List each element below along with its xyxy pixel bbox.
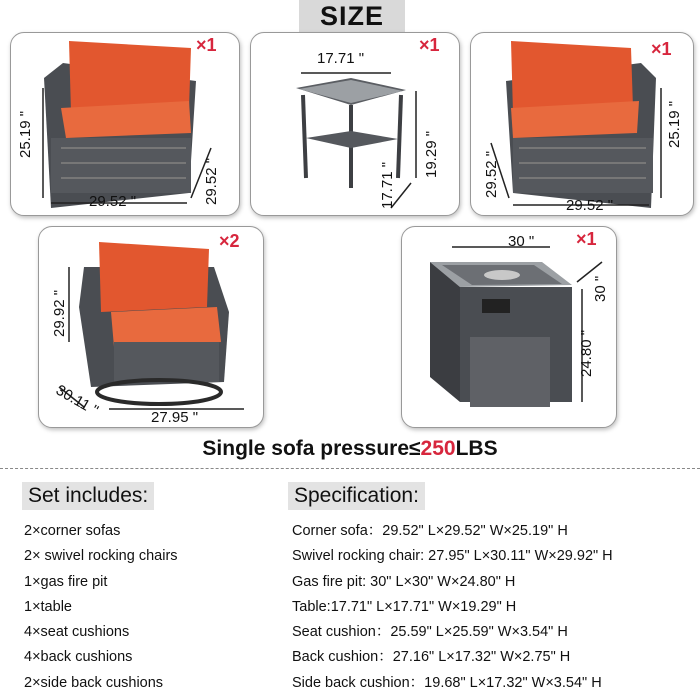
specification-list [292, 520, 613, 697]
dim-height: 29.92 " [51, 289, 68, 337]
list-item: Seat cushion：25.59" L×25.59" W×3.54" H [292, 624, 568, 641]
dim-width: 30 " [508, 233, 535, 250]
size-title: SIZE [299, 0, 405, 32]
panel-table [250, 32, 460, 216]
dim-width: 29.52 " [566, 197, 614, 214]
pressure-note [0, 437, 700, 461]
dim-depth: 17.71 " [379, 161, 396, 209]
set-includes-list [24, 520, 178, 697]
qty-corner-left: ×1 [196, 35, 217, 55]
dim-height: 25.19 " [17, 110, 34, 158]
qty-fire-pit: ×1 [576, 229, 597, 249]
panel-corner-sofa-right [470, 32, 694, 216]
list-item: Gas fire pit: 30" L×30" W×24.80" H [292, 573, 516, 590]
pressure-unit: LBS [455, 437, 498, 460]
list-item: Side back cushion：19.68" L×17.32" W×3.54" H [292, 674, 602, 691]
list-item: Table:17.71" L×17.71" W×19.29" H [292, 598, 517, 615]
dim-height: 19.29 " [423, 130, 440, 178]
panel-corner-sofa-left [10, 32, 240, 216]
pressure-text: Single sofa pressure≤ [202, 437, 421, 460]
list-item: Corner sofa：29.52" L×29.52" W×25.19" H [292, 523, 568, 539]
fire-pit-illustration [402, 227, 616, 427]
divider [0, 468, 700, 469]
dim-top: 17.71 " [317, 50, 365, 67]
qty-table: ×1 [419, 35, 440, 55]
specification-header: Specification: [288, 482, 425, 510]
set-includes-header: Set includes: [22, 482, 154, 510]
list-item: 2×corner sofas [24, 523, 121, 539]
corner-sofa-right-illustration [471, 33, 693, 215]
qty-corner-right: ×1 [651, 39, 672, 59]
dim-height: 25.19 " [666, 100, 683, 148]
list-item: 4×back cushions [24, 649, 133, 666]
qty-rocker: ×2 [219, 231, 240, 251]
panel-swivel-rocker [38, 226, 264, 428]
list-item: 1×gas fire pit [24, 573, 108, 590]
list-item: 2× swivel rocking chairs [24, 548, 178, 565]
pressure-value: 250 [420, 437, 456, 460]
dim-depth: 29.52 " [203, 157, 220, 205]
dim-depth: 30.11 " [52, 381, 102, 420]
list-item: 1×table [24, 598, 72, 615]
list-item: 4×seat cushions [24, 624, 130, 641]
list-item: Back cushion：27.16" L×17.32" W×2.75" H [292, 649, 571, 666]
list-item: Swivel rocking chair: 27.95" L×30.11" W×29.92" H [292, 548, 613, 565]
dim-width: 29.52 " [89, 193, 137, 210]
list-item: 2×side back cushions [24, 674, 164, 691]
dim-depth: 29.52 " [483, 150, 500, 198]
panel-fire-pit [401, 226, 617, 428]
dim-width: 27.95 " [151, 409, 199, 426]
dim-depth: 30 " [592, 275, 609, 302]
dim-height: 24.80 " [578, 329, 595, 377]
